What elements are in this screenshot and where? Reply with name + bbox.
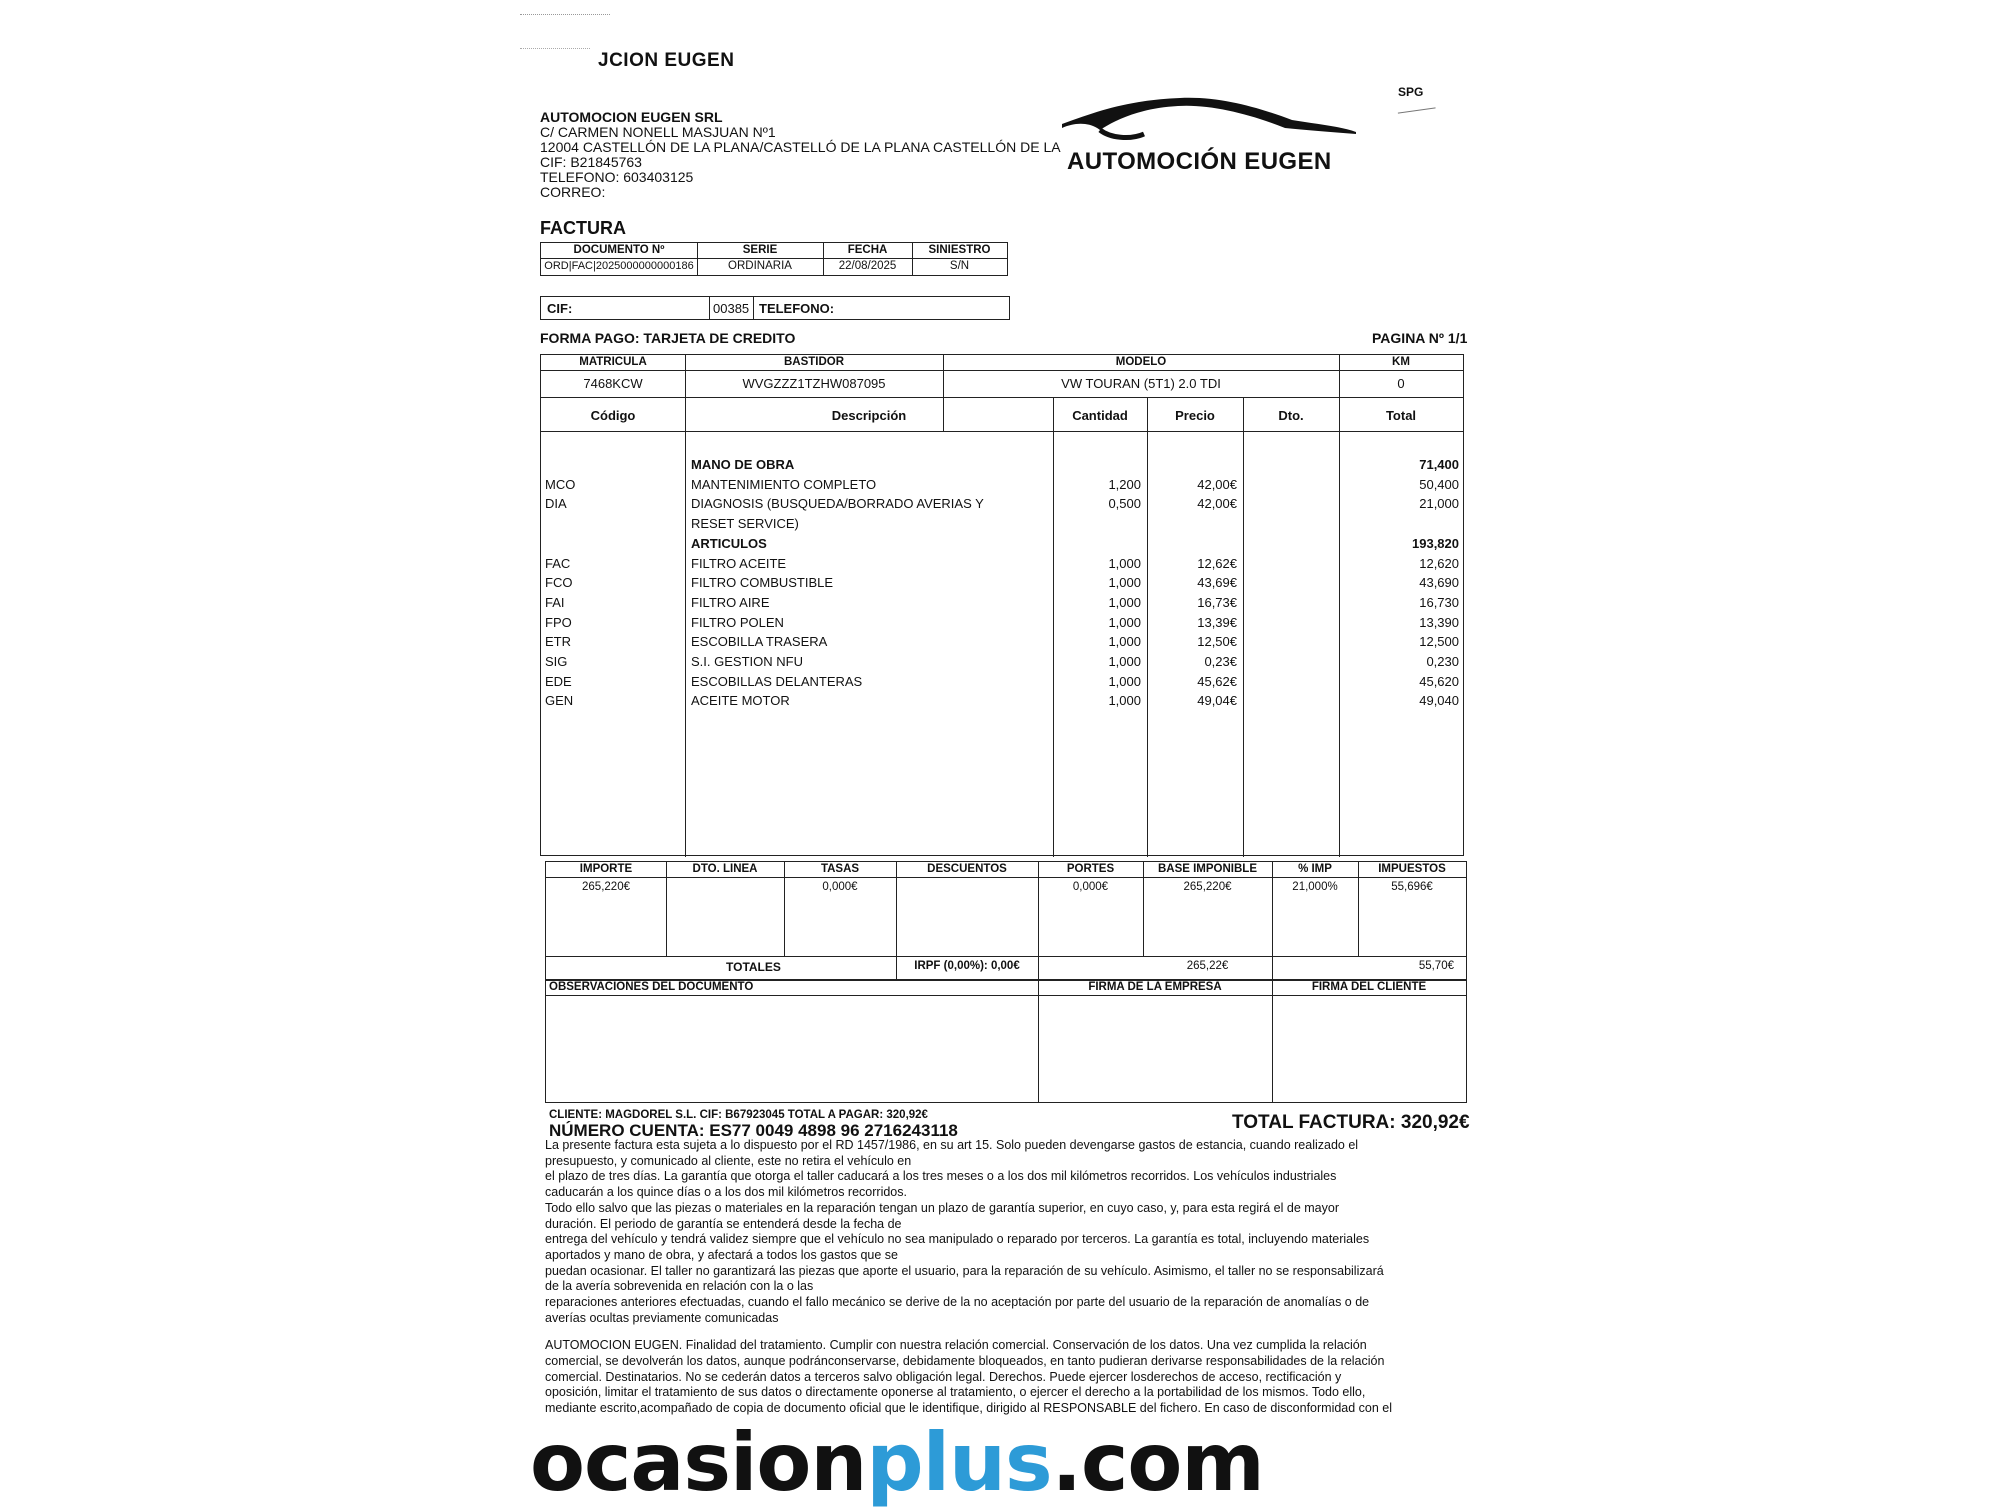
- privacy-line: oposición, limitar el tratamiento de sus datos o directamente oponerse al tratamiento, o ejercer el derecho a la portabilidad de los mismos. Todo ello,: [545, 1385, 1366, 1400]
- item-desc: DIAGNOSIS (BUSQUEDA/BORRADO AVERIAS Y: [691, 496, 984, 512]
- table-row: [541, 652, 1463, 672]
- summary-tasas-header: TASAS: [820, 863, 860, 875]
- legal-line: de la avería sobrevenida en relación con la o las: [545, 1279, 814, 1294]
- item-code: MCO: [545, 476, 576, 492]
- summary-impuestos-header: IMPUESTOS: [1378, 863, 1446, 875]
- summary-portes-header: PORTES: [1066, 863, 1115, 875]
- legal-line: averías ocultas previamente comunicadas: [545, 1310, 779, 1325]
- item-price: 49,04€: [1197, 693, 1237, 709]
- item-desc: FILTRO AIRE: [691, 594, 770, 610]
- table-row: [541, 494, 1463, 514]
- items-code-header: Código: [590, 408, 636, 423]
- item-total: 43,690: [1419, 575, 1459, 591]
- summary-impuestos-value: 55,696€: [1391, 881, 1433, 893]
- doc-number-value: ORD|FAC|2025000000000186: [544, 260, 694, 272]
- tax-total-value: 55,70€: [1418, 960, 1454, 972]
- item-code: GEN: [545, 693, 574, 709]
- base-total-value: 265,22€: [1186, 960, 1229, 972]
- client-info-table: [540, 296, 1010, 320]
- vehicle-plate-header: MATRICULA: [579, 356, 647, 368]
- watermark-part-2: plus: [866, 1416, 1052, 1509]
- client-phone-label: TELEFONO:: [759, 301, 835, 316]
- legal-line: aportados y mano de obra, y afectará a todos los gastos que se: [545, 1247, 898, 1262]
- item-total: 71,400: [1419, 457, 1459, 472]
- items-body: [541, 455, 1463, 855]
- item-total: 16,730: [1419, 594, 1459, 610]
- table-row: [541, 475, 1463, 495]
- irpf-value: IRPF (0,00%): 0,00€: [914, 960, 1020, 972]
- item-qty: 1,000: [1108, 555, 1141, 571]
- item-qty: 1,000: [1108, 594, 1141, 610]
- stamp-scribble: [1398, 107, 1436, 117]
- items-description-header: Descripción: [831, 408, 907, 423]
- item-total: 49,040: [1419, 693, 1459, 709]
- company-address-1: C/ CARMEN NONELL MASJUAN Nº1: [540, 124, 776, 140]
- table-row: [541, 573, 1463, 593]
- vehicle-km-header: KM: [1392, 356, 1410, 368]
- doc-siniestro-header: SINIESTRO: [928, 244, 991, 256]
- company-phone: TELEFONO: 603403125: [540, 169, 694, 185]
- table-row: [541, 554, 1463, 574]
- item-desc: FILTRO ACEITE: [691, 555, 787, 571]
- summary-base-value: 265,220€: [1183, 881, 1232, 893]
- item-qty: 1,000: [1108, 634, 1141, 650]
- legal-line: Todo ello salvo que las piezas o materiales en la reparación tengan un plazo de garantía superior, en cuyo caso, y, para esta regirá el de mayor: [545, 1200, 1339, 1215]
- item-price: 45,62€: [1197, 673, 1237, 689]
- summary-descuentos-header: DESCUENTOS: [927, 863, 1007, 875]
- document-title: FACTURA: [540, 218, 626, 238]
- summary-base-header: BASE IMPONIBLE: [1157, 863, 1258, 875]
- doc-siniestro-value: S/N: [949, 260, 970, 272]
- item-qty: 1,000: [1108, 614, 1141, 630]
- table-row: [541, 593, 1463, 613]
- vehicle-vin: WVGZZZ1TZHW087095: [742, 376, 886, 391]
- legal-line: caducarán a los quince días o a los dos mil kilómetros recorridos.: [545, 1185, 907, 1200]
- vehicle-vin-header: BASTIDOR: [783, 356, 845, 368]
- vehicle-model: VW TOURAN (5T1) 2.0 TDI: [1061, 376, 1221, 391]
- item-desc: FILTRO POLEN: [691, 614, 784, 630]
- table-row: [541, 632, 1463, 652]
- company-email: CORREO:: [540, 184, 606, 200]
- vehicle-km: 0: [1397, 376, 1405, 391]
- table-row: [541, 613, 1463, 633]
- scan-smudge: [520, 14, 610, 23]
- item-price: 42,00€: [1197, 476, 1237, 492]
- item-code: FAC: [545, 555, 571, 571]
- item-total: 12,500: [1419, 634, 1459, 650]
- item-price: 42,00€: [1197, 496, 1237, 512]
- item-desc: MANO DE OBRA: [691, 457, 795, 472]
- item-desc: ACEITE MOTOR: [691, 693, 790, 709]
- privacy-line: comercial. Destinatarios. No se cederán datos a terceros salvo obligación legal. Derechos. Puede ejercer losderechos de acceso, rectificación y: [545, 1369, 1342, 1384]
- table-row: [541, 534, 1463, 554]
- item-desc: RESET SERVICE): [691, 516, 799, 532]
- item-qty: 1,000: [1108, 575, 1141, 591]
- summary-portes-value: 0,000€: [1072, 881, 1109, 893]
- item-price: 0,23€: [1204, 654, 1237, 669]
- summary-table: [545, 861, 1467, 981]
- legal-line: entrega del vehículo y tendrá validez siempre que el vehículo no sea manipulado o reparado por terceros. La garantía es total, incluyendo materiales: [545, 1232, 1370, 1247]
- document-info-table: [540, 242, 1008, 276]
- doc-date-value: 22/08/2025: [838, 260, 897, 272]
- items-total-header: Total: [1385, 408, 1417, 423]
- legal-line: el plazo de tres días. La garantía que otorga el taller caducará a los tres meses o a los dos mil kilómetros recorridos. Los vehículos industriales: [545, 1169, 1337, 1184]
- item-code: FPO: [545, 614, 572, 630]
- item-total: 21,000: [1419, 496, 1459, 512]
- item-code: SIG: [545, 654, 568, 669]
- summary-imp-value: 21,000%: [1292, 881, 1338, 893]
- page-number: PAGINA Nº 1/1: [1372, 330, 1468, 346]
- table-row: [541, 514, 1463, 534]
- item-code: FAI: [545, 594, 565, 610]
- item-desc: MANTENIMIENTO COMPLETO: [691, 476, 877, 492]
- signatures-table: [545, 979, 1467, 1103]
- summary-tasas-value: 0,000€: [822, 881, 858, 893]
- legal-line: La presente factura esta sujeta a lo dispuesto por el RD 1457/1986, en su art 15. Solo pueden devengarse gastos de estancia, cuando realizado el: [545, 1138, 1359, 1152]
- legal-line: puedan ocasionar. El taller no garantizará las piezas que aporte el usuario, para la reparación de su vehículo. Asimismo, el taller no se responsabilizará: [545, 1263, 1384, 1278]
- payment-method: FORMA PAGO: TARJETA DE CREDITO: [540, 330, 796, 346]
- scan-smudge: [520, 48, 590, 61]
- privacy-line: AUTOMOCION EUGEN. Finalidad del tratamiento. Cumplir con nuestra relación comercial. Conservación de los datos. Una vez cumplida la relación: [545, 1338, 1367, 1352]
- items-discount-header: Dto.: [1278, 408, 1304, 423]
- item-price: 43,69€: [1197, 575, 1237, 591]
- summary-importe-header: IMPORTE: [579, 863, 633, 875]
- vehicle-plate: 7468KCW: [583, 376, 643, 391]
- item-qty: 1,000: [1108, 693, 1141, 709]
- item-total: 13,390: [1419, 614, 1459, 630]
- item-code: EDE: [545, 673, 572, 689]
- header-fragment: JCION EUGEN: [598, 50, 735, 71]
- item-total: 45,620: [1419, 673, 1459, 689]
- table-row: [541, 691, 1463, 711]
- item-desc: ESCOBILLA TRASERA: [691, 634, 828, 650]
- item-qty: 1,000: [1108, 654, 1141, 669]
- item-price: 12,62€: [1197, 555, 1237, 571]
- watermark-part-3: .com: [1051, 1416, 1264, 1509]
- privacy-line: comercial, se devolverán los datos, aunque podránconservarse, debidamente bloqueados, en tanto pudieran derivarse responsabilidades de la relación: [545, 1353, 1385, 1368]
- item-desc: ARTICULOS: [691, 535, 767, 551]
- doc-serie-header: SERIE: [742, 244, 778, 256]
- doc-date-header: FECHA: [847, 244, 888, 256]
- company-address-2: 12004 CASTELLÓN DE LA PLANA/CASTELLÓ DE LA PLANA CASTELLÓN DE LA: [540, 139, 1061, 155]
- summary-importe-value: 265,220€: [582, 881, 630, 893]
- vehicle-model-header: MODELO: [1115, 356, 1167, 368]
- company-cif: CIF: B21845763: [540, 154, 642, 170]
- account-number: NÚMERO CUENTA: ES77 0049 4898 96 2716243118: [549, 1121, 958, 1140]
- summary-dto-linea-header: DTO. LINEA: [692, 863, 758, 875]
- table-row: [541, 672, 1463, 692]
- privacy-line: mediante escrito,acompañado de copia de documento oficial que le identifique, dirigido al RESPONSABLE del fichero. En caso de disconformidad con el: [545, 1401, 1393, 1416]
- items-quantity-header: Cantidad: [1072, 408, 1128, 423]
- doc-number-header: DOCUMENTO Nº: [573, 244, 665, 256]
- item-price: 13,39€: [1197, 614, 1237, 630]
- item-qty: 1,200: [1108, 476, 1141, 492]
- observations-header: OBSERVACIONES DEL DOCUMENTO: [549, 981, 754, 993]
- item-qty: 1,000: [1108, 673, 1141, 689]
- legal-line: presupuesto, y comunicado al cliente, este no retira el vehículo en: [545, 1153, 912, 1168]
- vehicle-items-table: [540, 354, 1464, 856]
- item-price: 16,73€: [1197, 594, 1237, 610]
- watermark-part-1: ocasion: [530, 1416, 867, 1509]
- company-signature-header: FIRMA DE LA EMPRESA: [1088, 981, 1222, 993]
- company-name: AUTOMOCION EUGEN SRL: [540, 109, 723, 125]
- doc-serie-value: ORDINARIA: [728, 260, 792, 272]
- client-signature-header: FIRMA DEL CLIENTE: [1311, 981, 1427, 993]
- items-price-header: Precio: [1175, 408, 1215, 423]
- legal-line: duración. El periodo de garantía se entenderá desde la fecha de: [545, 1216, 902, 1231]
- client-code: 00385: [713, 301, 750, 316]
- summary-imp-header: % IMP: [1298, 863, 1332, 875]
- client-cif-label: CIF:: [547, 301, 573, 316]
- item-qty: 0,500: [1108, 496, 1141, 512]
- item-desc: ESCOBILLAS DELANTERAS: [691, 673, 863, 689]
- item-desc: S.I. GESTION NFU: [691, 654, 803, 669]
- ocasionplus-watermark: [530, 1418, 1264, 1508]
- client-total-line: CLIENTE: MAGDOREL S.L. CIF: B67923045 TOTAL A PAGAR: 320,92€: [549, 1109, 928, 1121]
- totals-label: TOTALES: [726, 960, 781, 974]
- item-code: ETR: [545, 634, 571, 650]
- total-invoice: TOTAL FACTURA: 320,92€: [1232, 1112, 1470, 1133]
- item-desc: FILTRO COMBUSTIBLE: [691, 575, 834, 591]
- item-code: DIA: [545, 496, 567, 512]
- item-total: 50,400: [1419, 476, 1459, 492]
- item-total: 193,820: [1412, 535, 1459, 551]
- car-silhouette-logo: [1060, 92, 1360, 144]
- item-price: 12,50€: [1197, 634, 1237, 650]
- logo-text: AUTOMOCIÓN EUGEN: [1067, 148, 1332, 175]
- item-total: 0,230: [1426, 654, 1459, 669]
- handwritten-stamp: SPG: [1398, 85, 1424, 99]
- table-row: [541, 455, 1463, 475]
- item-total: 12,620: [1419, 555, 1459, 571]
- item-code: FCO: [545, 575, 573, 591]
- legal-line: reparaciones anteriores efectuadas, cuando el fallo mecánico se derive de la no aceptación por parte del usuario de la reparación de anomalías o de: [545, 1295, 1370, 1309]
